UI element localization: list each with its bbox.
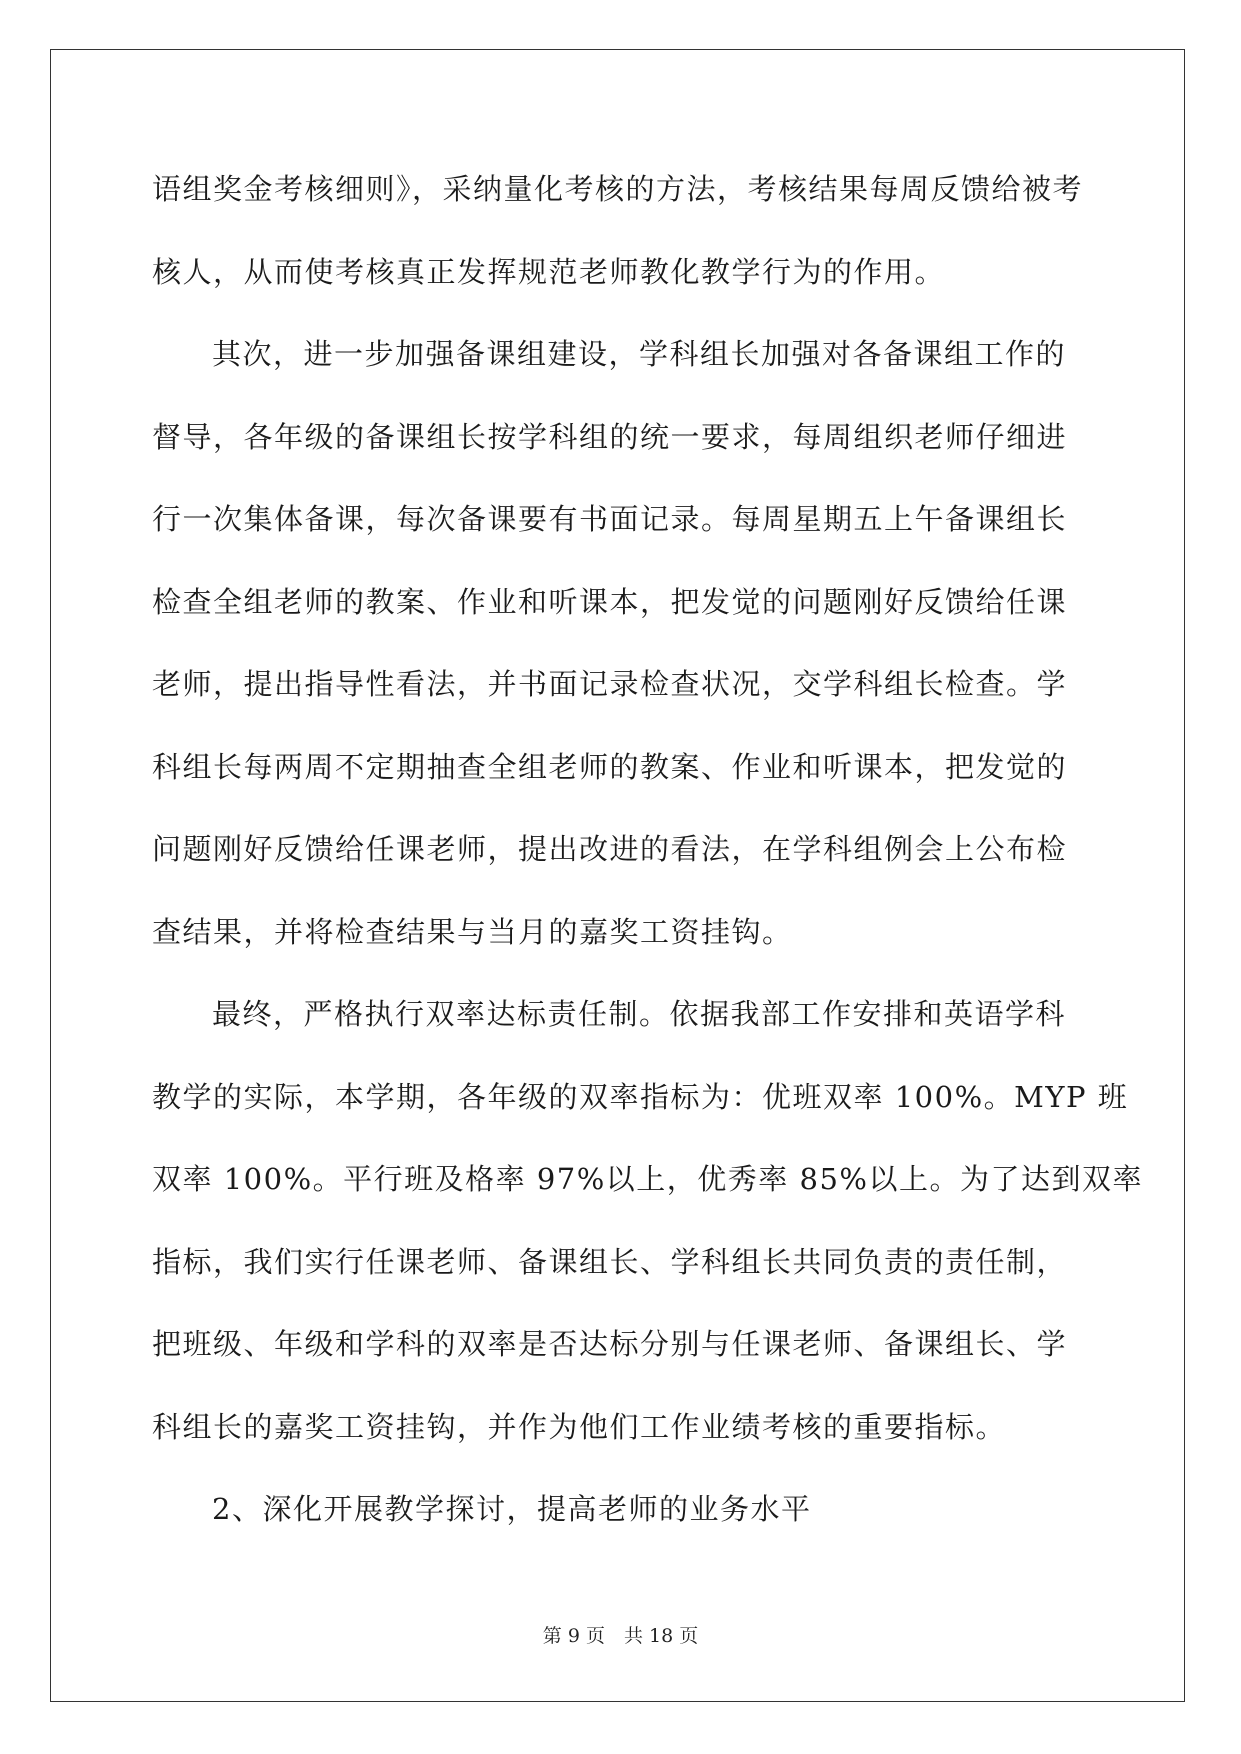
text-line: 最终，严格执行双率达标责任制。依据我部工作安排和英语学科 — [212, 997, 1067, 1031]
text-line: 其次，进一步加强备课组建设，学科组长加强对各备课组工作的 — [212, 337, 1067, 371]
document-body — [152, 162, 1143, 1565]
text-line: 查结果，并将检查结果与当月的嘉奖工资挂钩。 — [152, 914, 793, 949]
text-line: 检查全组老师的教案、作业和听课本，把发觉的问题刚好反馈给任课 — [152, 584, 1068, 619]
text-line: 老师，提出指导性看法，并书面记录检查状况，交学科组长检查。学 — [152, 667, 1068, 701]
text-line: 督导，各年级的备课组长按学科组的统一要求，每周组织老师仔细进 — [152, 419, 1068, 454]
text-line: 核人，从而使考核真正发挥规范老师教化教学行为的作用。 — [152, 254, 946, 289]
text-line: 语组奖金考核细则》，采纳量化考核的方法，考核结果每周反馈给被考 — [152, 172, 1084, 206]
text-line: 科组长每两周不定期抽查全组老师的教案、作业和听课本，把发觉的 — [152, 749, 1068, 784]
text-line: 教学的实际，本学期，各年级的双率指标为：优班双率 100%。MYP 班 — [152, 1079, 1129, 1114]
text-line: 双率 100%。平行班及格率 97%以上，优秀率 85%以上。为了达到双率 — [152, 1162, 1143, 1196]
text-line: 行一次集体备课，每次备课要有书面记录。每周星期五上午备课组长 — [152, 502, 1068, 536]
text-line: 指标，我们实行任课老师、备课组长、学科组长共同负责的责任制， — [152, 1244, 1068, 1279]
text-line: 科组长的嘉奖工资挂钩，并作为他们工作业绩考核的重要指标。 — [152, 1409, 1007, 1444]
text-line: 问题刚好反馈给任课老师，提出改进的看法，在学科组例会上公布检 — [152, 832, 1068, 866]
page-number-footer: 第 9 页 共 18 页 — [542, 1625, 699, 1647]
section-heading: 2、深化开展教学探讨，提高老师的业务水平 — [212, 1492, 812, 1526]
text-line: 把班级、年级和学科的双率是否达标分别与任课老师、备课组长、学 — [152, 1327, 1068, 1361]
